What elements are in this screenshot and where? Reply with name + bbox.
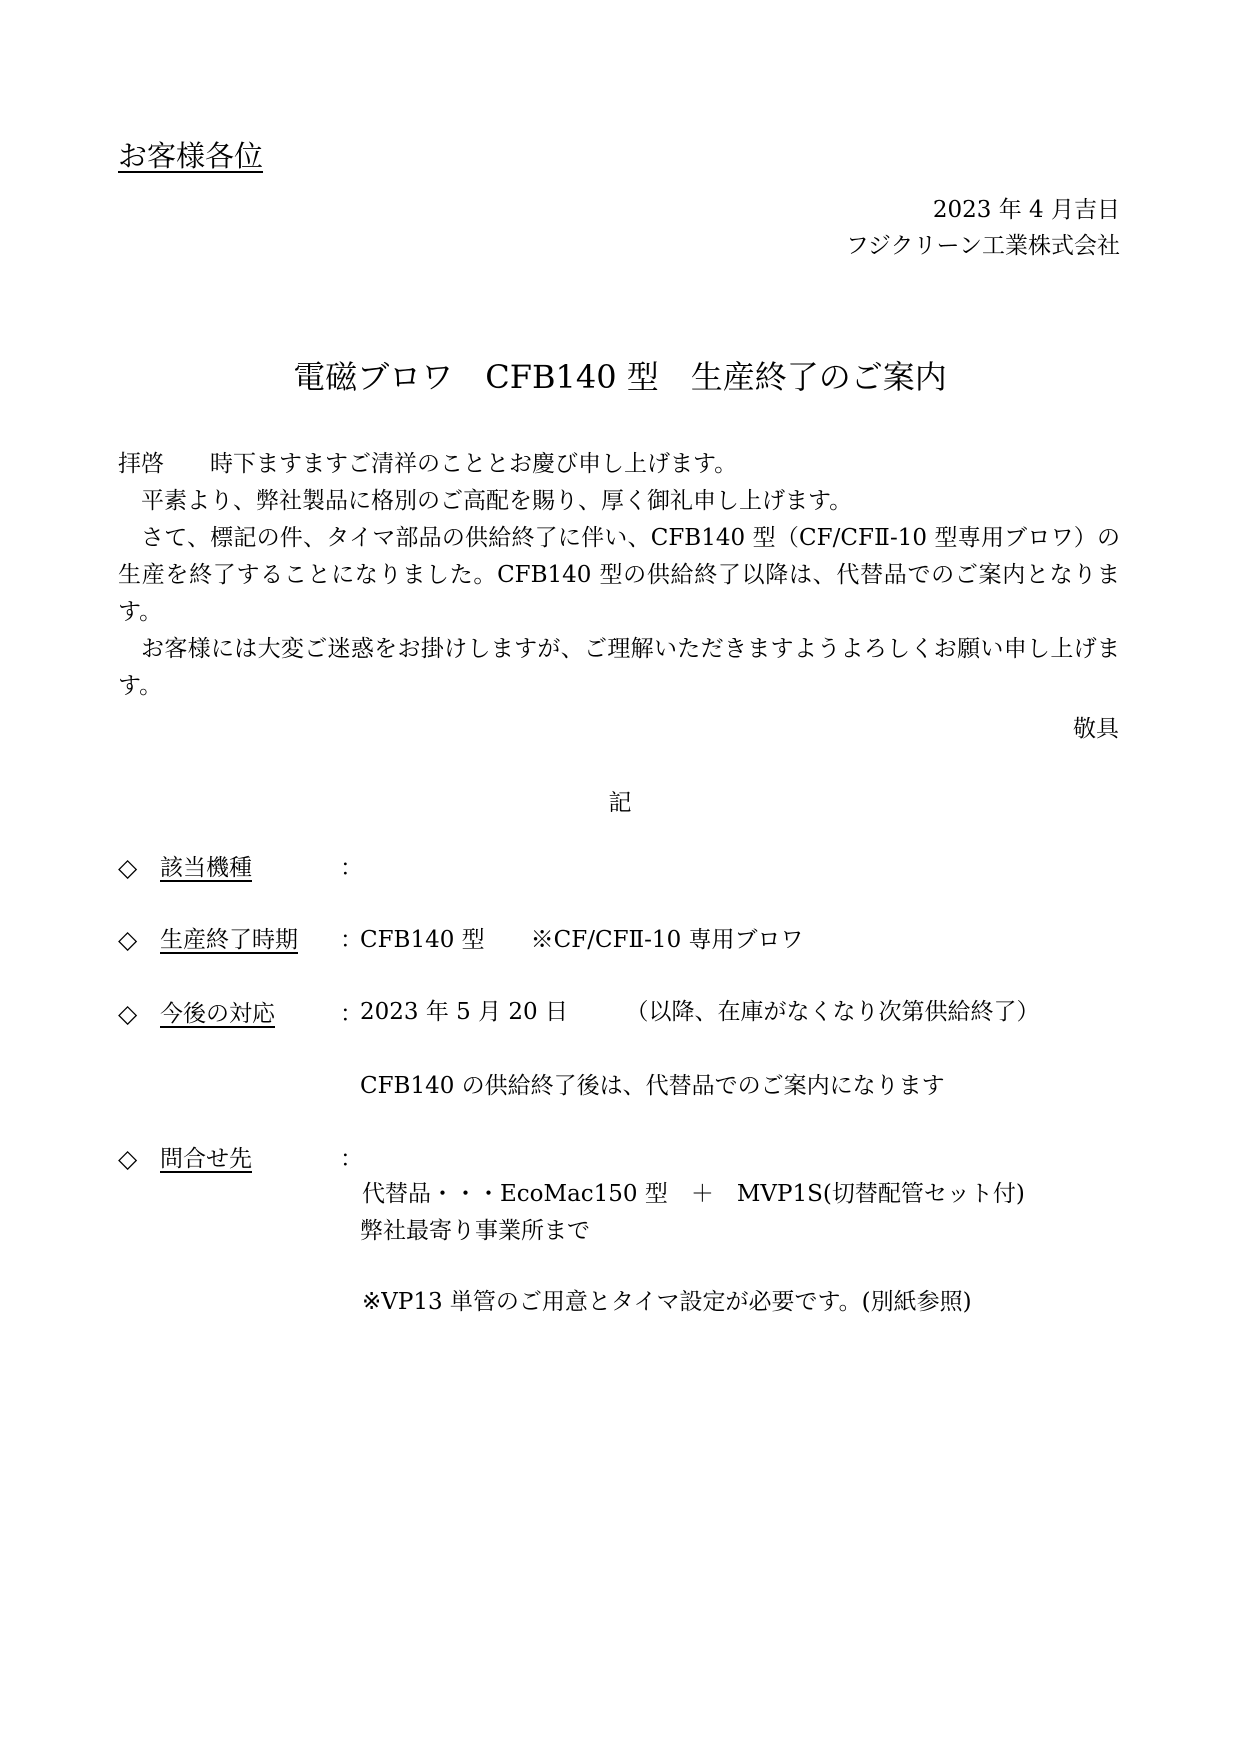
item-value-line: 弊社最寄り事業所まで	[360, 1218, 590, 1244]
paragraph: お客様には大変ご迷惑をお掛けしますが、ご理解いただきますようよろしくお願い申し上げます。	[118, 636, 1121, 699]
item-value	[360, 1141, 590, 1321]
diamond-icon: ◇	[118, 999, 138, 1028]
item-value-line: CFB140 の供給終了後は、代替品でのご案内になります	[360, 1073, 945, 1099]
item-value-line: 代替品・・・EcoMac150 型 ＋ MVP1S(切替配管セット付)	[362, 1181, 1025, 1207]
item-label: 生産終了時期	[160, 927, 298, 953]
paragraph: 平素より、弊社製品に格別のご高配を賜り、厚く御礼申し上げます。	[141, 488, 853, 514]
letter-body	[118, 446, 1120, 705]
diamond-icon: ◇	[118, 853, 138, 882]
notes-heading: 記	[608, 790, 632, 816]
issue-date: 2023 年 4 月吉日	[932, 197, 1120, 223]
closing-word: 敬具	[1073, 716, 1119, 742]
colon: ：	[340, 1146, 363, 1172]
diamond-icon: ◇	[118, 925, 138, 954]
addressee: お客様各位	[118, 139, 264, 173]
colon: ：	[340, 855, 363, 881]
item-value-line: ※VP13 単管のご用意とタイマ設定が必要です。(別紙参照)	[362, 1289, 972, 1315]
colon: ：	[340, 927, 363, 953]
sender-block	[846, 192, 1120, 264]
document-title: 電磁ブロワ CFB140 型 生産終了のご案内	[293, 358, 947, 396]
colon: ：	[340, 1001, 363, 1027]
item-label: 今後の対応	[160, 1001, 275, 1027]
item-label: 問合せ先	[160, 1146, 252, 1172]
item-label: 該当機種	[160, 855, 252, 881]
item-value-line: CFB140 型 ※CF/CFⅡ-10 専用ブロワ	[360, 927, 804, 953]
diamond-icon: ◇	[118, 1144, 138, 1173]
greeting-line: 拝啓 時下ますますご清祥のこととお慶び申し上げます。	[118, 451, 738, 477]
item-value-line: 2023 年 5 月 20 日 （以降、在庫がなくなり次第供給終了）	[360, 999, 1040, 1025]
paragraph: さて、標記の件、タイマ部品の供給終了に伴い、CFB140 型（CF/CFⅡ-10 型専用ブロワ）の生産を終了することになりました。CFB140 型の供給終了以降は、代替品でのご案内となります。	[118, 525, 1120, 625]
company-name: フジクリーン工業株式会社	[845, 233, 1120, 259]
